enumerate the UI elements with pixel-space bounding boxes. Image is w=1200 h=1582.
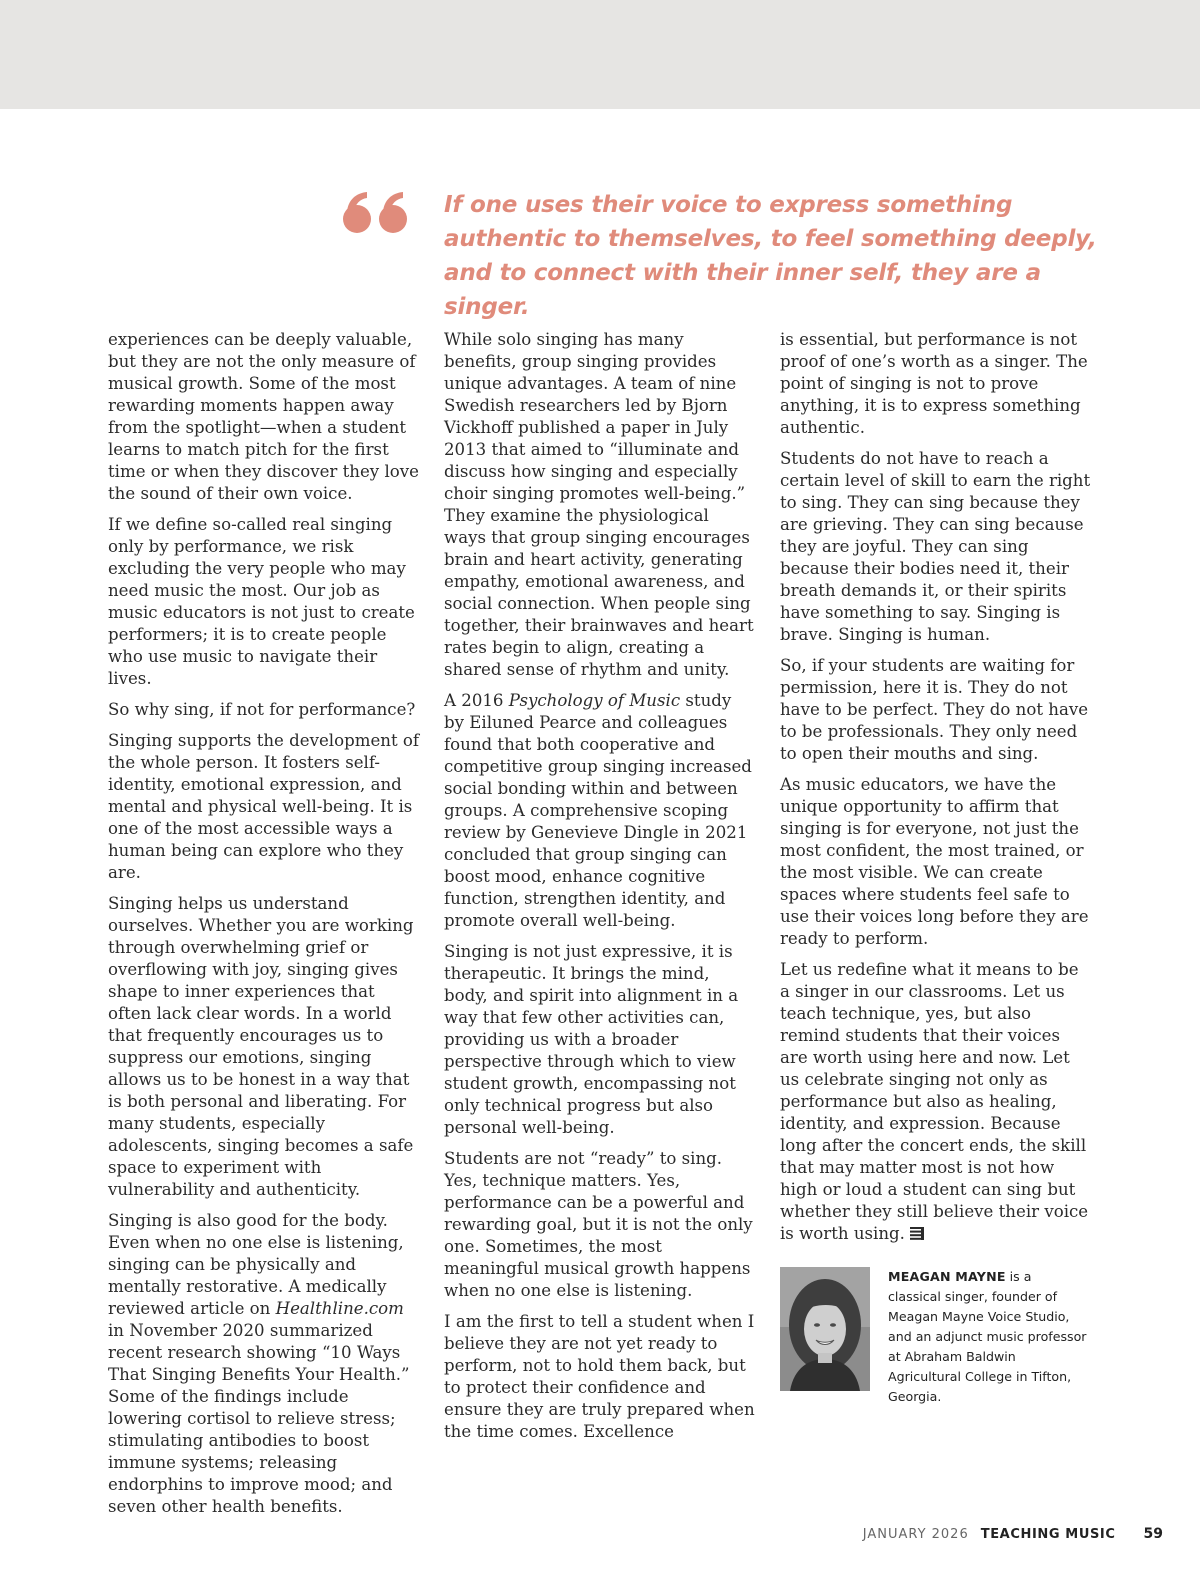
header-band	[0, 0, 1200, 109]
article-column-1	[108, 329, 420, 1518]
paragraph: Students do not have to reach a certain level of skill to earn the right to sing. They can sing because they are grieving. They can sing because they are joyful. They can sing because their bodies need it, their breath demands it, or their spirits have something to say. Singing is brave. Singing is human.	[780, 449, 1091, 644]
magazine-name: TEACHING MUSIC	[980, 1527, 1116, 1542]
journal-name: Psychology of Music	[508, 691, 681, 710]
paragraph: While solo singing has many benefits, group singing provides unique advantages. A team of nine Swedish researchers led by Bjorn Vickhoff published a paper in July 2013 that aimed to “illuminate and discuss how singing and especially choir singing promotes well-being.” They examine the physiological ways that group singing encourages brain and heart activity, generating empathy, emotional awareness, and social connection. When people sing together, their brainwaves and heart rates begin to align, creating a shared sense of rhythm and unity.	[444, 330, 754, 679]
article-column-3	[780, 329, 1092, 1245]
author-bio	[780, 1267, 1090, 1427]
paragraph: So why sing, if not for performance?	[108, 700, 416, 719]
paragraph: Singing is not just expressive, it is therapeutic. It brings the mind, body, and spirit into alignment in a way that few other activities can, providing us with a broader perspective through which to view student growth, encompassing not only technical progress but also personal well-being.	[444, 942, 739, 1137]
paragraph: So, if your students are waiting for permission, here it is. They do not have to be perfect. They do not have to be professionals. They only need to open their mouths and sing.	[780, 656, 1089, 763]
paragraph	[108, 1210, 420, 1518]
paragraph: experiences can be deeply valuable, but they are not the only measure of musical growth. Some of the most rewarding moments happen away from the spotlight—when a student learns to match pitch for the first time or when they discover they love the sound of their own voice.	[108, 330, 419, 503]
end-of-article-icon	[910, 1227, 924, 1240]
author-description: is a classical singer, founder of Meagan Mayne Voice Studio, and an adjunct music professor at Abraham Baldwin Agricultural College in Tifton, Georgia.	[888, 1269, 1087, 1404]
paragraph: is essential, but performance is not proof of one’s worth as a singer. The point of singing is not to prove anything, it is to express something authentic.	[780, 330, 1088, 437]
paragraph: Students are not “ready” to sing. Yes, technique matters. Yes, performance can be a powerful and rewarding goal, but it is not the only one. Sometimes, the most meaningful musical growth happens when no one else is listening.	[444, 1149, 753, 1300]
source-name: Healthline.com	[275, 1299, 404, 1318]
paragraph-text: in November 2020 summarized recent research showing “10 Ways That Singing Benefits Your Health.” Some of the findings include lowering cortisol to relieve stress; stimulating antibodies to boost immune systems; releasing endorphins to improve mood; and seven other health benefits.	[108, 1321, 410, 1516]
article-column-2	[444, 329, 756, 1443]
pull-quote: If one uses their voice to express something authentic to themselves, to feel something deeply, and to connect with their inner self, they are a singer.	[444, 192, 1097, 320]
page-footer	[863, 1524, 1163, 1544]
page-number: 59	[1143, 1526, 1163, 1542]
paragraph-text: Singing is also good for the body. Even when no one else is listening, singing can be physically and mentally restorative. A medically reviewed article on	[108, 1211, 404, 1318]
paragraph-text: Let us redefine what it means to be a singer in our classrooms. Let us teach technique, yes, but also remind students that their voices are worth using here and now. Let us celebrate singing not only as performance but also as healing, identity, and expression. Because long after the concert ends, the skill that may matter most is not how high or loud a student can sing but whether they still believe their voice is worth using.	[780, 960, 1089, 1243]
issue-date: JANUARY 2026	[862, 1527, 969, 1542]
author-bio-text	[888, 1267, 1088, 1407]
quotation-mark-icon	[340, 188, 412, 236]
paragraph	[780, 959, 1092, 1245]
paragraph: If we define so-called real singing only by performance, we risk excluding the very people who may need music the most. Our job as music educators is not just to create performers; it is to create people who use music to navigate their lives.	[108, 515, 415, 688]
paragraph: I am the first to tell a student when I believe they are not yet ready to perform, not to hold them back, but to protect their confidence and ensure they are truly prepared when the time comes. Excellence	[444, 1312, 755, 1441]
paragraph: Singing supports the development of the whole person. It fosters self-identity, emotional expression, and mental and physical well-being. It is one of the most accessible ways a human being can explore who they are.	[108, 731, 420, 882]
paragraph: As music educators, we have the unique opportunity to affirm that singing is for everyone, not just the most confident, the most trained, or the most visible. We can create spaces where students feel safe to use their voices long before they are ready to perform.	[780, 775, 1089, 948]
author-name: MEAGAN MAYNE	[888, 1269, 1006, 1284]
paragraph-text: A 2016	[444, 691, 509, 710]
paragraph	[444, 690, 756, 932]
author-portrait	[780, 1267, 870, 1391]
paragraph: Singing helps us understand ourselves. Whether you are working through overwhelming grief or overflowing with joy, singing gives shape to inner experiences that often lack clear words. In a world that frequently encourages us to suppress our emotions, singing allows us to be honest in a way that is both personal and liberating. For many students, especially adolescents, singing becomes a safe space to experiment with vulnerability and authenticity.	[108, 894, 414, 1199]
paragraph-text: study by Eiluned Pearce and colleagues found that both cooperative and competitive group singing increased social bonding within and between groups. A comprehensive scoping review by Genevieve Dingle in 2021 concluded that group singing can boost mood, enhance cognitive function, strengthen identity, and promote overall well-being.	[444, 691, 752, 930]
